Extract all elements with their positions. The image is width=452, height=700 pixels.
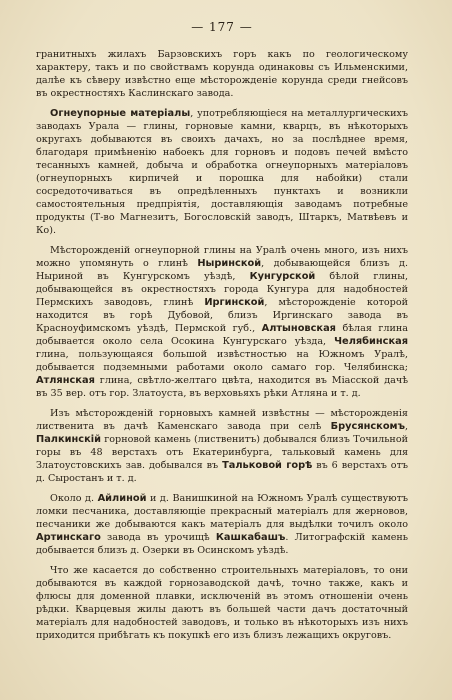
heading-refractory-materials: Огнеупорные матеріалы <box>50 108 191 119</box>
bold-term-palkinskiy: Палкинскій <box>36 434 101 445</box>
bold-term-talkovoy-gore: Тальковой горѣ <box>222 460 313 471</box>
paragraph-3-part: глина, свѣтло-желтаго цвѣта, находится въ Міасской дачѣ въ 35 вер. отъ гор. Златоуста, въ верховьяхъ рѣки Атляна и т. д. <box>36 375 408 399</box>
paragraph-5-part: и д. Ванишкиной на Южномъ Уралѣ существуютъ ломки песчаника, доставляющіе прекрасный матеріалъ для жерновов, песчаники же добываются какъ матеріалъ для выдѣлки точилъ около <box>36 493 408 530</box>
paragraph-3-part: Мѣсторожденій огнеупорной глины на Уралѣ очень много, изъ нихъ можно упомянуть о глинѣ <box>36 245 408 269</box>
bold-term-artinskago: Артинскаго <box>36 532 101 543</box>
bold-term-brusyanskom: Брусянскомъ <box>330 421 405 432</box>
bold-term-atlyanskaya: Атлянская <box>36 375 95 386</box>
bold-term-nyrinskoy: Ныринской <box>197 258 262 269</box>
bold-term-chelyabinskaya: Челябинская <box>334 336 408 347</box>
bold-term-kungurskoy: Кунгурской <box>249 271 316 282</box>
paragraph-4 <box>36 407 408 485</box>
bold-term-altynovskaya: Алтыновская <box>261 323 336 334</box>
paragraph-1 <box>36 48 408 100</box>
paragraph-6 <box>36 564 408 642</box>
paragraph-4-part: , <box>404 421 408 432</box>
paragraph-5-part: Около д. <box>50 493 98 504</box>
paragraph-5-part: завода въ урочищѣ <box>100 532 216 543</box>
paragraph-2-text: , употребляющіеся на металлургическихъ заводахъ Урала — глины, горновые камни, кварцъ, въ нѣкоторыхъ округахъ добываются въ своихъ дачахъ, но за послѣднее время, благодаря примѣненію набоекъ для горновъ и подовъ печей вмѣсто тесанныхъ камней, добыча и обработка огнеупорныхъ матеріаловъ (огнеупорныхъ кирпичей и порошка для набойки) стали сосредоточиваться въ опредѣленныхъ пунктахъ и возникли самостоятельныя предпріятія, доставляющія заводамъ потребные продукты (Т-во Магнезитъ, Богословскій заводъ, Штаркъ, Матвѣевъ и Ко). <box>36 108 408 236</box>
paragraph-2 <box>36 107 408 237</box>
paragraph-5 <box>36 492 408 557</box>
paragraph-3-part: глина, пользующаяся большой извѣстностью на Южномъ Уралѣ, добывается подземными работами около самаго гор. Челябинска; <box>36 349 408 373</box>
page-number: — 177 — <box>191 20 253 34</box>
paragraph-3-part: , добывающейся близъ д. Ныриной въ Кунгурскомъ уѣздѣ, <box>36 258 408 282</box>
paragraph-6-text: Что же касается до собственно строительныхъ матеріаловъ, то они добываются въ каждой горнозаводской дачѣ, точно также, какъ и флюсы для доменной плавки, исключеній въ этомъ отношеніи очень рѣдки. Кварцевыя жилы даютъ въ большей части дачъ достаточный матеріалъ для надобностей заводовъ, и только въ нѣкоторыхъ изъ нихъ приходится прибѣгать къ покупкѣ его изъ близъ лежащихъ округовъ. <box>36 565 408 641</box>
paragraph-3-part: , мѣсторожденіе которой находится въ горѣ Дубовой, близъ Иргинскаго завода въ Красноуфимскомъ уѣздѣ, Пермской губ., <box>36 297 408 334</box>
paragraph-1-text: гранитныхъ жилахъ Барзовскихъ горъ какъ по геологическому характеру, такъ и по свойствамъ корунда одинаковы съ Ильменскими, далѣе къ сѣверу извѣстно еще мѣсторожденіе корунда среди гнейсовъ въ окрестностяхъ Каслинскаго завода. <box>36 49 408 99</box>
paragraph-3 <box>36 244 408 400</box>
paragraph-4-part: въ 6 верстахъ отъ д. Сыростанъ и т. д. <box>36 460 408 484</box>
bold-term-aylinoy: Айлиной <box>97 493 147 504</box>
bold-term-kashkabash: Кашкабашъ <box>215 532 286 543</box>
paragraph-4-part: горновой камень (лиственитъ) добывался близъ Точильной горы въ 48 верстахъ отъ Екатеринбурга, тальковый камень для Златоустовскихъ зав. добывался въ <box>36 434 408 471</box>
bold-term-irginskoy: Иргинской <box>204 297 265 308</box>
paragraph-5-part: . Литографскій камень добывается близъ д. Озерки въ Осинскомъ уѣздѣ. <box>36 532 408 556</box>
paragraph-4-part: Изъ мѣсторожденій горновыхъ камней извѣстны — мѣсторожденія лиственита въ дачѣ Каменскаго завода при селѣ <box>36 408 408 432</box>
paragraph-3-part: бѣлой глины, добывающейся въ окрестностяхъ города Кунгура для надобностей Пермскихъ заводовъ, глинѣ <box>36 271 408 308</box>
paragraph-3-part: бѣлая глина добывается около села Осокина Кунгурскаго уѣзда, <box>36 323 409 347</box>
